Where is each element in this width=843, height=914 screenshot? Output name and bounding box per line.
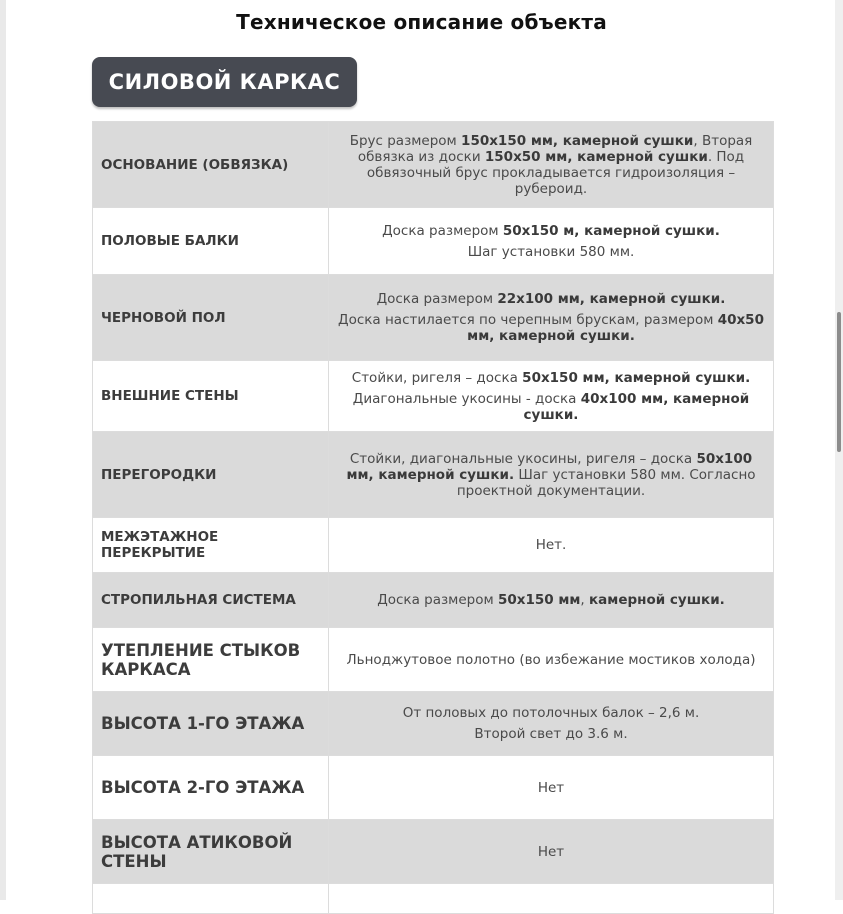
row-label: ВНЕШНИЕ СТЕНЫ <box>93 361 329 432</box>
row-value <box>329 573 774 628</box>
value-paragraph <box>337 726 765 742</box>
row-label: ОСНОВАНИЕ (ОБВЯЗКА) <box>93 122 329 208</box>
row-label: ПЕРЕГОРОДКИ <box>93 432 329 518</box>
value-paragraph <box>337 391 765 423</box>
value-text: Доска размером <box>376 291 498 307</box>
value-text: Стойки, ригеля – доска <box>351 369 523 386</box>
value-bold-text: 50х150 мм <box>497 592 581 608</box>
value-paragraph <box>337 223 765 239</box>
scrollbar-thumb[interactable] <box>837 312 841 452</box>
value-bold-text: 40х50 мм, камерной сушки. <box>467 312 764 344</box>
value-paragraph <box>337 592 765 608</box>
value-text: От половых до потолочных балок – 2,6 м. <box>402 705 700 721</box>
table-row <box>93 820 774 884</box>
value-text: Доска размером <box>382 222 503 239</box>
row-label: МЕЖЭТАЖНОЕ ПЕРЕКРЫТИЕ <box>93 518 329 573</box>
row-label: ВЫСОТА 1-ГО ЭТАЖА <box>93 692 329 756</box>
spec-table <box>92 121 774 914</box>
value-paragraph <box>337 705 765 721</box>
section-button-frame[interactable]: СИЛОВОЙ КАРКАС <box>92 57 357 107</box>
value-text: Доска размером <box>377 592 498 608</box>
row-value <box>329 820 774 884</box>
row-label: ЧЕРНОВОЙ ПОЛ <box>93 275 329 361</box>
row-value <box>329 692 774 756</box>
row-value <box>329 756 774 820</box>
value-bold-text: камерной сушки. <box>589 592 725 608</box>
value-bold-text: 50х150 м, камерной сушки. <box>502 222 720 239</box>
value-bold-text: 150x50 мм, камерной сушки <box>484 148 708 165</box>
value-text: Нет. <box>535 537 567 553</box>
value-paragraph <box>337 312 765 344</box>
scrollbar-track[interactable] <box>835 0 843 900</box>
row-value <box>329 432 774 518</box>
value-bold-text: 40х100 мм, камерной сушки. <box>523 390 750 423</box>
table-row <box>93 884 774 914</box>
table-row <box>93 628 774 692</box>
value-paragraph <box>337 370 765 386</box>
value-paragraph <box>337 291 765 307</box>
row-value <box>329 275 774 361</box>
row-value <box>329 361 774 432</box>
value-bold-text: 50х150 мм, камерной сушки. <box>522 369 751 386</box>
table-row <box>93 573 774 628</box>
value-text: , Вторая обвязка из доски <box>357 132 753 165</box>
value-paragraph <box>337 537 765 553</box>
value-text: Диагональные укосины - доска <box>352 390 581 407</box>
value-text: Стойки, диагональные укосины, ригеля – доска <box>349 450 697 467</box>
value-bold-text: 50х100 мм, камерной сушки. <box>346 450 753 483</box>
row-label: ВЫСОТА АТИКОВОЙ СТЕНЫ <box>93 820 329 884</box>
value-text: Шаг установки 580 мм. Согласно проектной документации. <box>456 466 756 499</box>
value-paragraph <box>337 244 765 260</box>
table-row <box>93 122 774 208</box>
value-text: Нет <box>537 843 565 860</box>
value-paragraph <box>337 652 765 668</box>
value-bold-text: 150x150 мм, камерной сушки <box>461 132 694 149</box>
value-paragraph <box>337 780 765 796</box>
value-text: , <box>580 592 590 608</box>
value-bold-text: 22х100 мм, камерной сушки. <box>497 291 726 307</box>
row-label: ПОЛОВЫЕ БАЛКИ <box>93 208 329 275</box>
value-text: Брус размером <box>349 132 462 149</box>
value-text: Шаг установки 580 мм. <box>467 243 635 260</box>
row-value <box>329 518 774 573</box>
table-row <box>93 432 774 518</box>
value-paragraph <box>339 451 763 499</box>
value-text: Второй свет до 3.6 м. <box>474 726 628 742</box>
value-paragraph <box>339 133 763 197</box>
row-label: СТРОПИЛЬНАЯ СИСТЕМА <box>93 573 329 628</box>
value-paragraph <box>337 844 765 860</box>
table-row <box>93 756 774 820</box>
value-text: Льнoджутовое полотно (во избежание мостиков холода) <box>346 651 756 668</box>
table-row <box>93 361 774 432</box>
value-text: Нет <box>537 779 565 796</box>
row-value <box>329 122 774 208</box>
table-row <box>93 692 774 756</box>
row-value <box>329 884 774 914</box>
table-row <box>93 518 774 573</box>
value-text: . Под обвязочный брус прокладывается гидроизоляция – рубероид. <box>366 148 745 197</box>
value-text: Доска настилается по черепным брускам, размером <box>338 312 718 328</box>
row-value <box>329 208 774 275</box>
row-label: ВЫСОТА 2-ГО ЭТАЖА <box>93 756 329 820</box>
table-row <box>93 275 774 361</box>
table-row <box>93 208 774 275</box>
row-label: УТЕПЛЕНИЕ СТЫКОВ КАРКАСА <box>93 628 329 692</box>
row-label <box>93 884 329 914</box>
page-title: Техническое описание объекта <box>236 10 607 34</box>
left-edge <box>0 0 6 900</box>
row-value <box>329 628 774 692</box>
